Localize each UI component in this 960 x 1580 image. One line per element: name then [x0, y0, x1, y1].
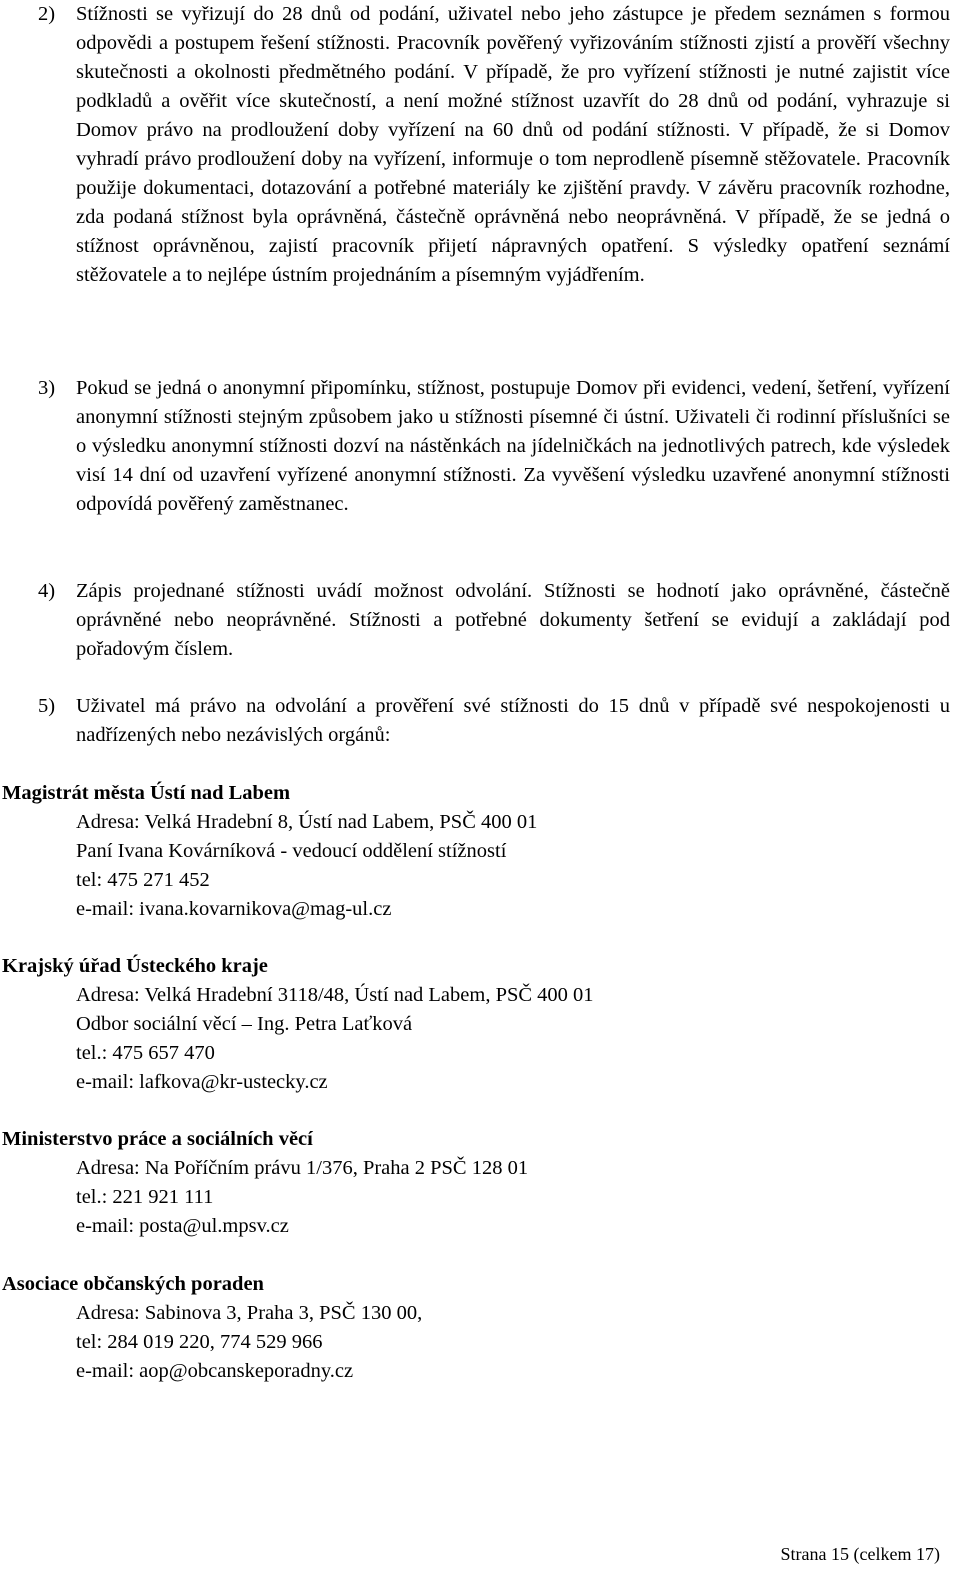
organization-email: e-mail: lafkova@kr-ustecky.cz — [76, 1071, 328, 1093]
list-paragraph: Zápis projednané stížnosti uvádí možnost odvolání. Stížnosti se hodnotí jako oprávněné, částečně oprávněné nebo neoprávněné. Stížnosti a potřebné dokumenty šetření se evidují a zakládají pod pořadovým číslem. — [76, 580, 950, 660]
organization-phone: tel.: 221 921 111 — [76, 1186, 214, 1208]
organization-phone: tel: 475 271 452 — [76, 869, 210, 891]
list-paragraph: Pokud se jedná o anonymní připomínku, stížnost, postupuje Domov při evidenci, vedení, šetření, vyřízení anonymní stížnosti stejným způsobem jako u stížnosti písemné či ústní. Uživateli či rodinní příslušníci se o výsledku anonymní stížnosti dozví na nástěnkách na jídelničkách na jednotlivých patrech, kde výsledek visí 14 dní od uzavření vyřízené anonymní stížnosti. Za vyvěšení výsledku uzavřené anonymní stížnosti odpovídá pověřený zaměstnanec. — [76, 377, 950, 515]
page-number: Strana 15 (celkem 17) — [780, 1544, 940, 1564]
list-item-3 — [38, 374, 950, 519]
organization-address: Adresa: Velká Hradební 8, Ústí nad Labem, PSČ 400 01 — [76, 811, 538, 833]
organization-address: Adresa: Na Poříčním právu 1/376, Praha 2 PSČ 128 01 — [76, 1157, 529, 1179]
organization-email: e-mail: posta@ul.mpsv.cz — [76, 1215, 289, 1237]
list-number: 2) — [38, 3, 56, 25]
organization-email: e-mail: aop@obcanskeporadny.cz — [76, 1360, 354, 1382]
organization-phone: tel.: 475 657 470 — [76, 1042, 215, 1064]
organization-contact-person: Paní Ivana Kovárníková - vedoucí oddělení stížností — [76, 840, 507, 862]
organization-name: Krajský úřad Ústeckého kraje — [2, 955, 268, 977]
organization-address: Adresa: Velká Hradební 3118/48, Ústí nad Labem, PSČ 400 01 — [76, 984, 594, 1006]
organization-aop — [2, 1270, 942, 1386]
list-item-5 — [38, 692, 950, 750]
organization-name: Ministerstvo práce a sociálních věcí — [2, 1128, 313, 1150]
organization-email: e-mail: ivana.kovarnikova@mag-ul.cz — [76, 898, 392, 920]
organization-phone: tel: 284 019 220, 774 529 966 — [76, 1331, 323, 1353]
list-paragraph: Stížnosti se vyřizují do 28 dnů od podání, uživatel nebo jeho zástupce je předem seznámen s formou odpovědi a postupem řešení stížnosti. Pracovník pověřený vyřizováním stížnosti zjistí a prověří všechny skutečnosti a okolnosti předmětného podání. V případě, že pro vyřízení stížnosti je nutné zajistit více podkladů a ověřit více skutečností, a není možné stížnost uzavřít do 28 dnů od podání, vyhrazuje si Domov právo na prodloužení doby vyřízení na 60 dnů od podání stížnosti. V případě, že si Domov vyhradí právo prodloužení doby na vyřízení, informuje o tom neprodleně písemně stěžovatele. Pracovník použije dokumentaci, dotazování a potřebné materiály ke zjištění pravdy. V závěru pracovník rozhodne, zda podaná stížnost byla oprávněná, částečně oprávněná nebo neoprávněná. V případě, že se jedná o stížnost oprávněnou, zajistí pracovník přijetí nápravných opatření. S výsledky opatření seznámí stěžovatele a to nejlépe ústním projednáním a písemným vyjádřením. — [76, 3, 950, 286]
list-number: 5) — [38, 695, 56, 717]
list-number: 3) — [38, 377, 56, 399]
organization-krajsky-urad — [2, 952, 942, 1097]
organization-mpsv — [2, 1125, 942, 1241]
list-number: 4) — [38, 580, 56, 602]
organization-name: Asociace občanských poraden — [2, 1273, 264, 1295]
organization-address: Adresa: Sabinova 3, Praha 3, PSČ 130 00, — [76, 1302, 423, 1324]
organization-magistrat — [2, 779, 942, 924]
list-item-2 — [38, 0, 950, 290]
list-paragraph: Uživatel má právo na odvolání a prověření své stížnosti do 15 dnů v případě své nespokojenosti u nadřízených nebo nezávislých orgánů: — [76, 695, 950, 746]
organization-name: Magistrát města Ústí nad Labem — [2, 782, 291, 804]
list-item-4 — [38, 577, 950, 664]
organization-department: Odbor sociální věcí – Ing. Petra Laťková — [76, 1013, 413, 1035]
